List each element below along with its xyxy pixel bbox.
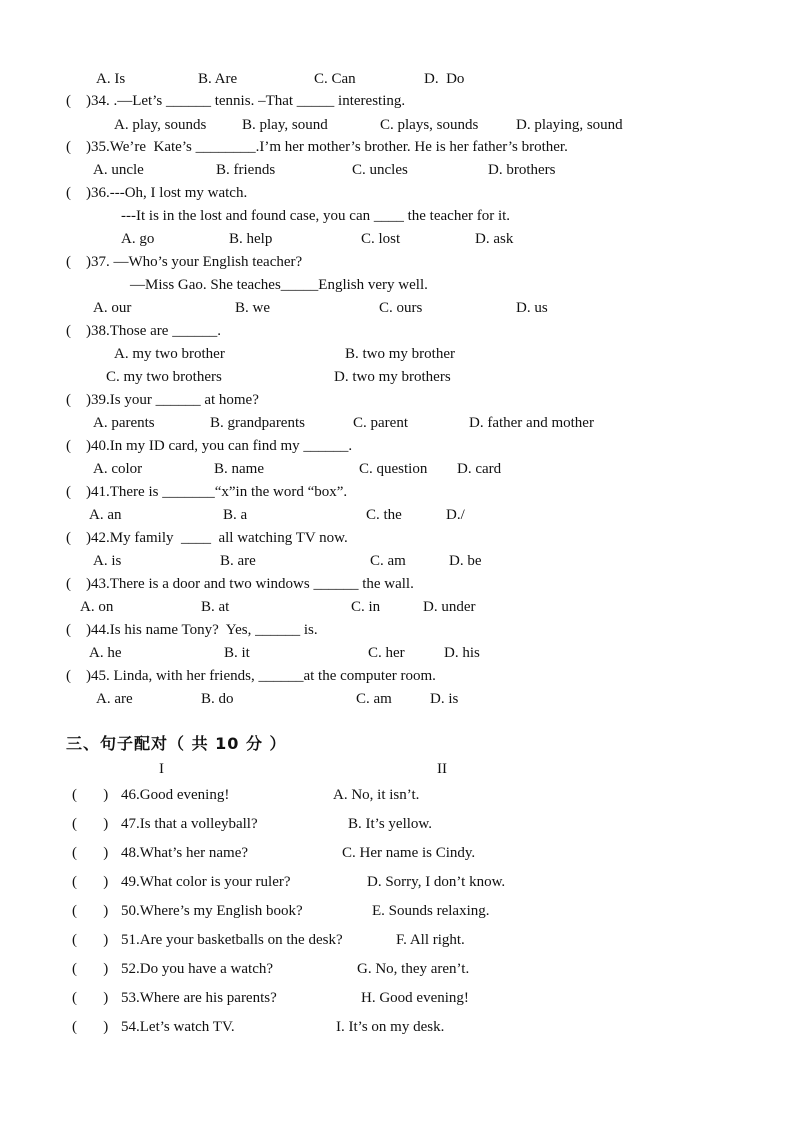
match-left: 54.Let’s watch TV. xyxy=(121,1019,235,1035)
question-stem: ( )35.We’re Kate’s ________.I’m her mother’s brother. He is her father’s brother. xyxy=(66,139,568,155)
option: A. is xyxy=(93,553,122,569)
answer-paren: ( ) xyxy=(72,961,109,977)
question-stem: ( )42.My family ____ all watching TV now. xyxy=(66,530,348,546)
option: A. an xyxy=(89,507,122,523)
option: D. his xyxy=(444,645,480,661)
option: D. ask xyxy=(475,231,514,247)
match-right: I. It’s on my desk. xyxy=(336,1019,445,1035)
answer-paren: ( ) xyxy=(72,1019,109,1035)
option: A. play, sounds xyxy=(114,117,207,133)
option: B. friends xyxy=(216,162,276,178)
option: C. am xyxy=(356,691,392,707)
option: D. us xyxy=(516,300,548,316)
option: A. parents xyxy=(93,415,155,431)
answer-paren: ( ) xyxy=(72,816,109,832)
question-stem: ( )39.Is your ______ at home? xyxy=(66,392,259,408)
option: B. we xyxy=(235,300,270,316)
column-header-ii: II xyxy=(437,761,447,777)
option: B. at xyxy=(201,599,230,615)
option: D. Do xyxy=(424,71,465,87)
match-right: E. Sounds relaxing. xyxy=(372,903,490,919)
question-stem: ( )36.---Oh, I lost my watch. xyxy=(66,185,248,201)
option: C. Can xyxy=(314,71,356,87)
answer-paren: ( ) xyxy=(72,845,109,861)
option: B. play, sound xyxy=(242,117,328,133)
match-right: C. Her name is Cindy. xyxy=(342,845,476,861)
answer-paren: ( ) xyxy=(72,874,109,890)
option: A. on xyxy=(80,599,114,615)
option: C. lost xyxy=(361,231,401,247)
option: B. grandparents xyxy=(210,415,305,431)
option: A. Is xyxy=(96,71,126,87)
match-left: 46.Good evening! xyxy=(121,787,230,803)
option: C. parent xyxy=(353,415,408,431)
question-stem: ( )37. —Who’s your English teacher? xyxy=(66,254,303,270)
match-right: B. It’s yellow. xyxy=(348,816,433,832)
match-right: G. No, they aren’t. xyxy=(357,961,470,977)
option: A. are xyxy=(96,691,133,707)
question-stem: ( )40.In my ID card, you can find my ______. xyxy=(66,438,353,454)
option: B. Are xyxy=(198,71,238,87)
answer-paren: ( ) xyxy=(72,932,109,948)
match-left: 48.What’s her name? xyxy=(121,845,249,861)
option: D. card xyxy=(457,461,502,477)
option: A. uncle xyxy=(93,162,144,178)
answer-paren: ( ) xyxy=(72,787,109,803)
option: D. two my brothers xyxy=(334,369,451,385)
question-stem: ( )44.Is his name Tony? Yes, ______ is. xyxy=(66,622,318,638)
option: C. her xyxy=(368,645,405,661)
section-title: 三、句子配对（ 共 10 分 ） xyxy=(66,734,287,753)
option: C. question xyxy=(359,461,428,477)
match-right: H. Good evening! xyxy=(361,990,469,1006)
match-left: 50.Where’s my English book? xyxy=(121,903,303,919)
match-left: 49.What color is your ruler? xyxy=(121,874,291,890)
question-stem: ( )43.There is a door and two windows ______ the wall. xyxy=(66,576,414,592)
option: B. name xyxy=(214,461,264,477)
option: D. is xyxy=(430,691,459,707)
match-right: F. All right. xyxy=(396,932,465,948)
option: D. be xyxy=(449,553,482,569)
option: D. brothers xyxy=(488,162,556,178)
option: C. am xyxy=(370,553,406,569)
option: D. father and mother xyxy=(469,415,594,431)
option: A. he xyxy=(89,645,122,661)
option: D./ xyxy=(446,507,465,523)
option: C. the xyxy=(366,507,402,523)
question-stem-line2: ---It is in the lost and found case, you can ____ the teacher for it. xyxy=(121,208,511,224)
option: B. it xyxy=(224,645,250,661)
option: C. uncles xyxy=(352,162,408,178)
option: C. plays, sounds xyxy=(380,117,479,133)
question-stem: ( )38.Those are ______. xyxy=(66,323,221,339)
match-right: A. No, it isn’t. xyxy=(333,787,420,803)
match-left: 53.Where are his parents? xyxy=(121,990,277,1006)
answer-paren: ( ) xyxy=(72,990,109,1006)
question-stem: ( )41.There is _______“x”in the word “box”. xyxy=(66,484,348,500)
match-right: D. Sorry, I don’t know. xyxy=(367,874,506,890)
option: C. ours xyxy=(379,300,423,316)
question-stem-line2: —Miss Gao. She teaches_____English very well. xyxy=(130,277,428,293)
option: A. my two brother xyxy=(114,346,225,362)
option: A. go xyxy=(121,231,155,247)
option: B. help xyxy=(229,231,273,247)
answer-paren: ( ) xyxy=(72,903,109,919)
option: C. in xyxy=(351,599,381,615)
match-left: 51.Are your basketballs on the desk? xyxy=(121,932,343,948)
option: B. a xyxy=(223,507,248,523)
option: B. do xyxy=(201,691,234,707)
option: A. color xyxy=(93,461,143,477)
column-header-i: I xyxy=(159,761,164,777)
option: B. are xyxy=(220,553,256,569)
option: A. our xyxy=(93,300,132,316)
option: B. two my brother xyxy=(345,346,455,362)
question-stem: ( )45. Linda, with her friends, ______at the computer room. xyxy=(66,668,436,684)
option: D. playing, sound xyxy=(516,117,623,133)
option: C. my two brothers xyxy=(106,369,222,385)
question-stem: ( )34. .—Let’s ______ tennis. –That _____ interesting. xyxy=(66,93,406,109)
option: D. under xyxy=(423,599,476,615)
match-left: 52.Do you have a watch? xyxy=(121,961,274,977)
match-left: 47.Is that a volleyball? xyxy=(121,816,258,832)
